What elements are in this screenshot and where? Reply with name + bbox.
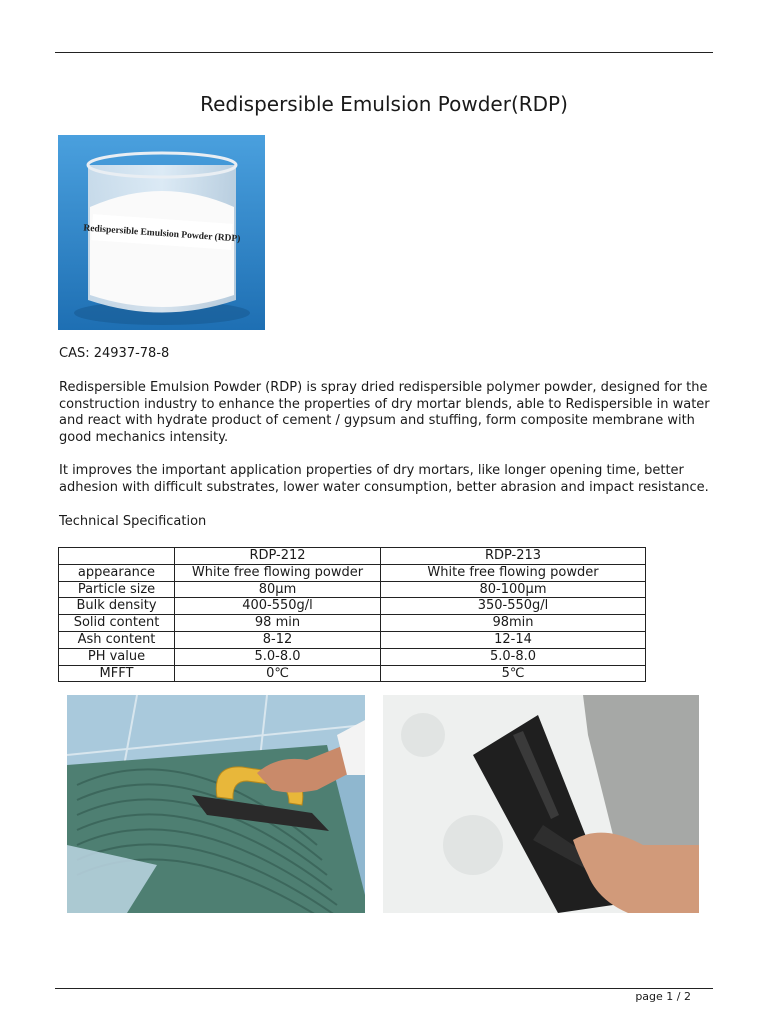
- tile-adhesive-photo: [67, 695, 365, 913]
- table-header-cell: RDP-213: [381, 548, 646, 565]
- table-cell: 80-100μm: [381, 581, 646, 598]
- table-cell: 350-550g/l: [381, 598, 646, 615]
- spec-table-header-row: [59, 548, 646, 565]
- table-cell: 5.0-8.0: [381, 648, 646, 665]
- table-row: [59, 564, 646, 581]
- table-cell-property: Bulk density: [59, 598, 175, 615]
- table-cell: White free flowing powder: [175, 564, 381, 581]
- table-cell-property: Particle size: [59, 581, 175, 598]
- table-cell-property: appearance: [59, 564, 175, 581]
- table-cell: 0℃: [175, 665, 381, 682]
- table-cell: 98min: [381, 615, 646, 632]
- table-cell-property: Solid content: [59, 615, 175, 632]
- page-title: Redispersible Emulsion Powder(RDP): [200, 92, 568, 116]
- table-cell: 80μm: [175, 581, 381, 598]
- product-label-text: Redispersible Emulsion Powder (RDP): [83, 223, 241, 245]
- table-cell-property: PH value: [59, 648, 175, 665]
- spec-heading: Technical Specification: [59, 514, 207, 529]
- top-rule: [55, 52, 713, 53]
- table-row: [59, 648, 646, 665]
- table-row: [59, 665, 646, 682]
- table-row: [59, 581, 646, 598]
- table-header-cell: [59, 548, 175, 565]
- table-row: [59, 598, 646, 615]
- table-cell: 5℃: [381, 665, 646, 682]
- cas-number: CAS: 24937-78-8: [59, 346, 170, 361]
- description-paragraph-2: It improves the important application properties of dry mortars, like longer opening time, better adhesion with difficult substrates, lower water consumption, better abrasion and impact resistance.: [59, 463, 709, 495]
- table-cell: 8-12: [175, 631, 381, 648]
- product-photo: [58, 135, 265, 330]
- table-cell: White free flowing powder: [381, 564, 646, 581]
- table-cell: 98 min: [175, 615, 381, 632]
- bottom-rule: [55, 988, 713, 989]
- table-header-cell: RDP-212: [175, 548, 381, 565]
- table-row: [59, 631, 646, 648]
- table-cell-property: MFFT: [59, 665, 175, 682]
- table-cell: 12-14: [381, 631, 646, 648]
- page-number: page 1 / 2: [635, 990, 691, 1003]
- plastering-photo: [383, 695, 699, 913]
- table-cell: 400-550g/l: [175, 598, 381, 615]
- table-cell-property: Ash content: [59, 631, 175, 648]
- description-paragraph-1: Redispersible Emulsion Powder (RDP) is spray dried redispersible polymer powder, designed for the construction industry to enhance the properties of dry mortar blends, able to Redispersible in water and react with hydrate product of cement / gypsum and stuffing, form composite membrane with good mechanics intensity.: [59, 380, 710, 445]
- table-row: [59, 615, 646, 632]
- spec-table: [58, 547, 646, 682]
- table-cell: 5.0-8.0: [175, 648, 381, 665]
